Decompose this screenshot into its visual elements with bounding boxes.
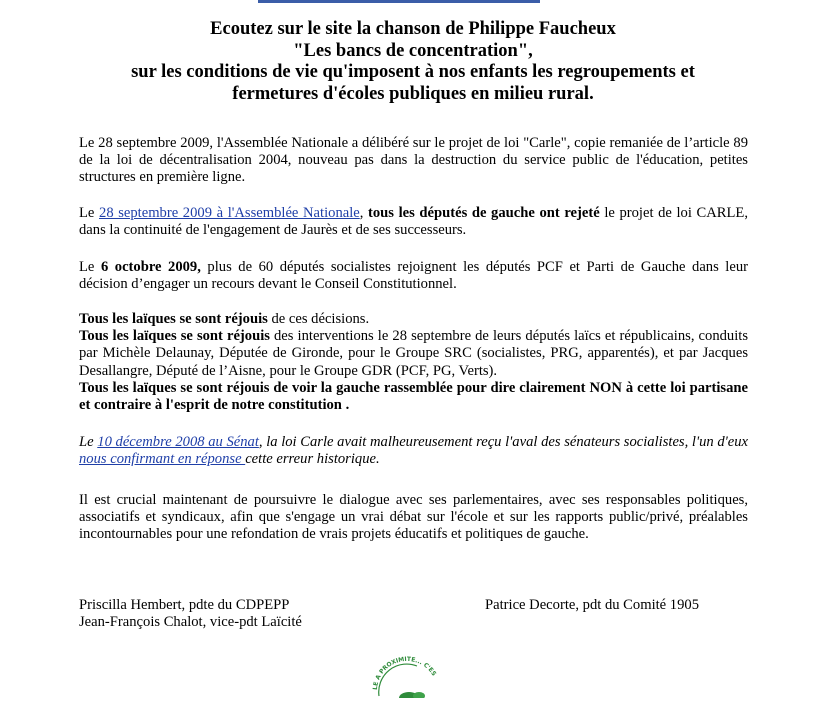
heading-line-4: fermetures d'écoles publiques en milieu rural.	[232, 83, 594, 104]
bold-fragment: Tous les laïques se sont réjouis de voir la gauche rassemblée pour dire clairement NON à cette loi partisane et contraire à l'esprit de notre constitution .	[79, 379, 748, 414]
laiques-line-1	[79, 311, 748, 328]
text-fragment: ,	[359, 205, 369, 221]
logo-arc-text: LE A PROXIMITE... C'ES	[371, 655, 438, 691]
top-link-strip	[258, 0, 540, 3]
senat-link[interactable]: 10 décembre 2008 au Sénat	[97, 434, 259, 450]
bold-fragment: tous les députés de gauche ont rejeté	[368, 205, 600, 221]
laiques-line-2	[79, 328, 748, 380]
text-fragment: de ces décisions.	[267, 311, 370, 327]
heading-line-1: Ecoutez sur le site la chanson de Philippe Faucheux	[210, 19, 616, 39]
text-fragment: des interventions le 28 septembre de leurs députés laïcs et républicains, conduits par Michèle Delaunay, Députée de Gironde, pour le Groupe SRC (socialistes, PRG, apparentés), et par Jacques Desallangre, Député de l’Aisne, pour le Groupe GDR (PCF, PG, Verts).	[79, 328, 748, 379]
bold-fragment: 6 octobre 2009,	[100, 259, 201, 275]
laiques-line-3	[79, 380, 748, 414]
text-fragment: le projet de loi CARLE, dans la continuité de l'engagement de Jaurès et de ses successeurs.	[79, 205, 748, 239]
assemblee-link[interactable]: 28 septembre 2009 à l'Assemblée Nationale	[99, 205, 360, 221]
logo-graphic	[355, 638, 455, 698]
text-fragment: Le	[79, 205, 100, 221]
signature-left-2: Jean-François Chalot, vice-pdt Laïcité	[79, 614, 302, 631]
signature-right: Patrice Decorte, pdt du Comité 1905	[485, 597, 699, 613]
heading-line-3: sur les conditions de vie qu'imposent à nos enfants les regroupements et	[131, 62, 695, 83]
bold-fragment: Tous les laïques se sont réjouis	[79, 328, 270, 345]
text-fragment: plus de 60 députés socialistes rejoignent les députés PCF et Parti de Gauche dans leur décision d’engager un recours devant le Conseil Constitutionnel.	[79, 259, 748, 293]
bold-fragment: Tous les laïques se sont réjouis	[79, 311, 268, 327]
signature-left	[79, 597, 302, 631]
text-fragment: Le	[79, 259, 101, 275]
reponse-link[interactable]: nous confirmant en réponse	[79, 451, 246, 468]
text-fragment: , la loi Carle avait malheureusement reçu l'aval des sénateurs socialistes, l'un d'eux	[258, 434, 749, 450]
svg-text:LE A PROXIMITE... C'EST V	[355, 638, 437, 690]
text-fragment: Le	[79, 434, 98, 450]
heading-line-2: "Les bancs de concentration",	[293, 40, 533, 61]
paragraph-recours	[79, 259, 748, 293]
paragraph-laiques	[79, 311, 748, 414]
organisation-logo	[355, 638, 455, 698]
signature-left-1: Priscilla Hembert, pdte du CDPEPP	[79, 597, 290, 613]
paragraph-dialogue: Il est crucial maintenant de poursuivre le dialogue avec ses parlementaires, avec ses responsables politiques, associatifs et syndicaux, afin que s'engage un vrai débat sur l'école et sur les rapports public/privé, préalables incontournables pour une refondation de vrais projets éducatifs et politiques de gauche.	[79, 492, 748, 543]
text-fragment: cette erreur historique.	[245, 451, 380, 468]
paragraph-assemblee	[79, 205, 748, 239]
page-heading	[60, 19, 766, 105]
paragraph-loi-carle: Le 28 septembre 2009, l'Assemblée Nationale a délibéré sur le projet de loi "Carle", copie remaniée de l’article 89 de la loi de décentralisation 2004, nouveau pas dans la destruction du service public de l'éducation, petites structures en première ligne.	[79, 135, 748, 186]
paragraph-senat	[79, 434, 748, 468]
